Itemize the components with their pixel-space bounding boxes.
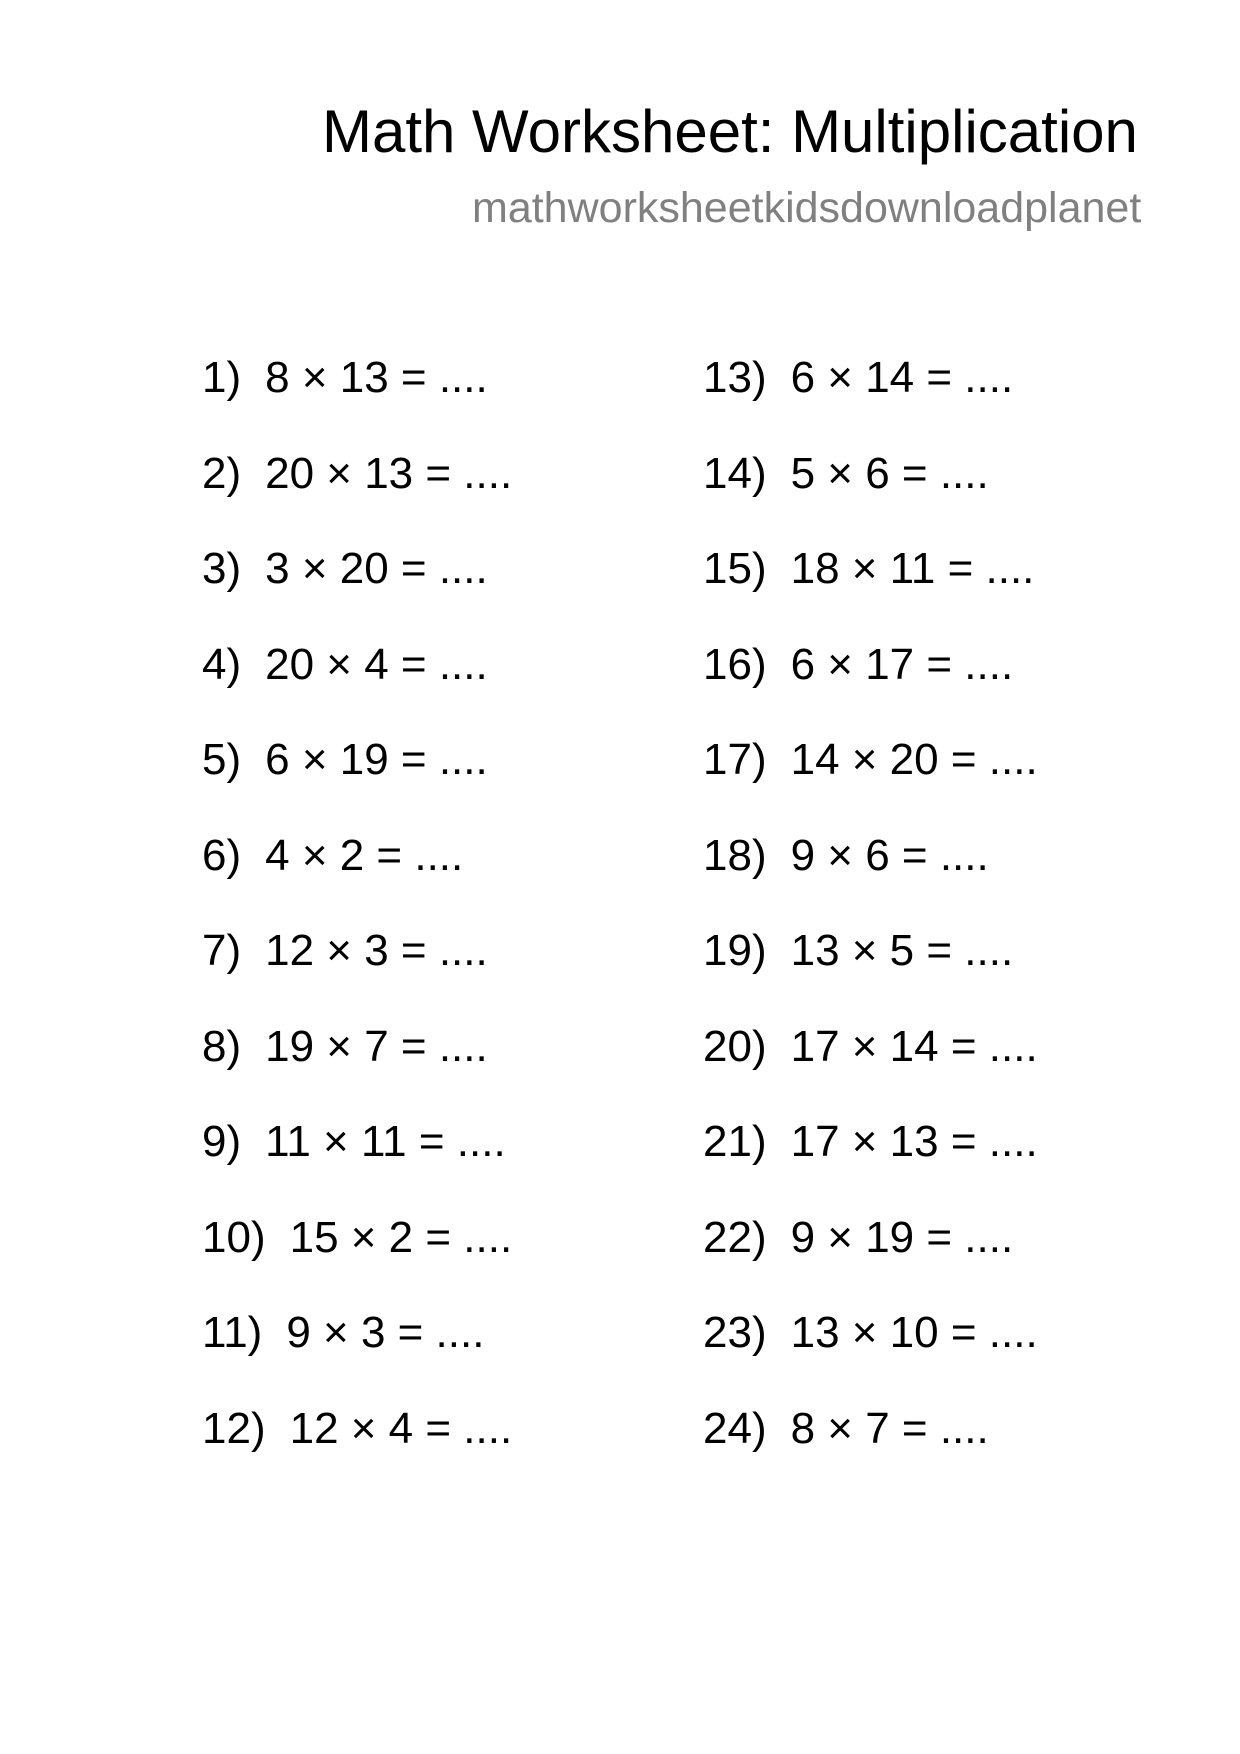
problem-item (202, 826, 512, 922)
problem-number: 23) (703, 1308, 767, 1357)
problem-expression: 20 × 13 = .... (265, 448, 513, 498)
problem-expression: 17 × 13 = .... (790, 1117, 1038, 1166)
problem-item (703, 1017, 1038, 1113)
problem-expression: 14 × 20 = .... (790, 735, 1038, 784)
problem-item (703, 730, 1038, 826)
problem-item (202, 730, 512, 826)
problem-item (202, 539, 512, 635)
problem-number: 13) (703, 353, 767, 402)
problem-item (703, 444, 1038, 540)
problem-number: 2) (202, 448, 242, 498)
problem-number: 15) (703, 544, 767, 593)
problem-number: 11) (202, 1308, 263, 1357)
problems-column-right (703, 348, 1038, 1494)
problem-expression: 12 × 3 = .... (265, 926, 488, 975)
problem-expression: 11 × 11 = .... (265, 1117, 506, 1166)
problem-expression: 8 × 7 = .... (790, 1403, 989, 1453)
problem-expression: 8 × 13 = .... (265, 353, 488, 402)
problem-item (202, 1303, 512, 1399)
problem-number: 3) (202, 544, 242, 593)
problem-number: 16) (703, 639, 767, 689)
problem-item (703, 1112, 1038, 1208)
problem-number: 19) (703, 926, 767, 975)
problem-expression: 6 × 19 = .... (265, 735, 488, 784)
problem-expression: 12 × 4 = .... (289, 1403, 513, 1453)
problem-expression: 9 × 19 = .... (790, 1212, 1014, 1262)
problem-expression: 15 × 2 = .... (289, 1212, 513, 1262)
problem-item (202, 1399, 512, 1495)
problem-expression: 6 × 17 = .... (790, 639, 1014, 689)
problem-number: 7) (202, 926, 242, 975)
problem-number: 9) (202, 1117, 242, 1166)
problem-item (202, 1017, 512, 1113)
problem-item (202, 444, 512, 540)
problem-expression: 5 × 6 = .... (790, 448, 989, 498)
problem-number: 5) (202, 735, 242, 784)
problem-expression: 3 × 20 = .... (265, 544, 488, 593)
problem-expression: 17 × 14 = .... (790, 1021, 1038, 1071)
problem-item (202, 1112, 512, 1208)
problem-item (202, 921, 512, 1017)
problem-number: 20) (703, 1021, 767, 1071)
problem-number: 21) (703, 1117, 767, 1166)
problem-number: 14) (703, 448, 767, 498)
problem-item (202, 348, 512, 444)
problem-expression: 18 × 11 = .... (790, 544, 1035, 593)
problem-item (703, 348, 1038, 444)
problem-expression: 4 × 2 = .... (265, 830, 464, 880)
problems-column-left (202, 348, 512, 1494)
problem-expression: 20 × 4 = .... (265, 639, 488, 689)
problem-number: 8) (202, 1021, 242, 1071)
worksheet-source: mathworksheetkidsdownloadplanet (472, 184, 1142, 232)
problem-expression: 6 × 14 = .... (790, 353, 1014, 402)
problem-item (703, 635, 1038, 731)
problem-number: 6) (202, 830, 242, 880)
problem-item (703, 539, 1038, 635)
problem-number: 10) (202, 1212, 266, 1262)
problem-number: 1) (202, 353, 242, 402)
problem-number: 4) (202, 639, 242, 689)
problem-expression: 19 × 7 = .... (265, 1021, 488, 1071)
problem-expression: 9 × 6 = .... (790, 830, 989, 880)
problem-number: 22) (703, 1212, 767, 1262)
worksheet-title: Math Worksheet: Multiplication (322, 98, 1138, 165)
problem-item (202, 635, 512, 731)
problem-item (703, 921, 1038, 1017)
problem-expression: 9 × 3 = .... (286, 1308, 485, 1357)
problem-item (703, 1208, 1038, 1304)
problem-item (703, 1399, 1038, 1495)
problem-number: 18) (703, 830, 767, 880)
problem-expression: 13 × 10 = .... (790, 1308, 1038, 1357)
problem-item (202, 1208, 512, 1304)
problem-item (703, 826, 1038, 922)
problem-number: 12) (202, 1403, 266, 1453)
problem-item (703, 1303, 1038, 1399)
problem-expression: 13 × 5 = .... (790, 926, 1014, 975)
problem-number: 24) (703, 1403, 767, 1453)
problem-number: 17) (703, 735, 767, 784)
